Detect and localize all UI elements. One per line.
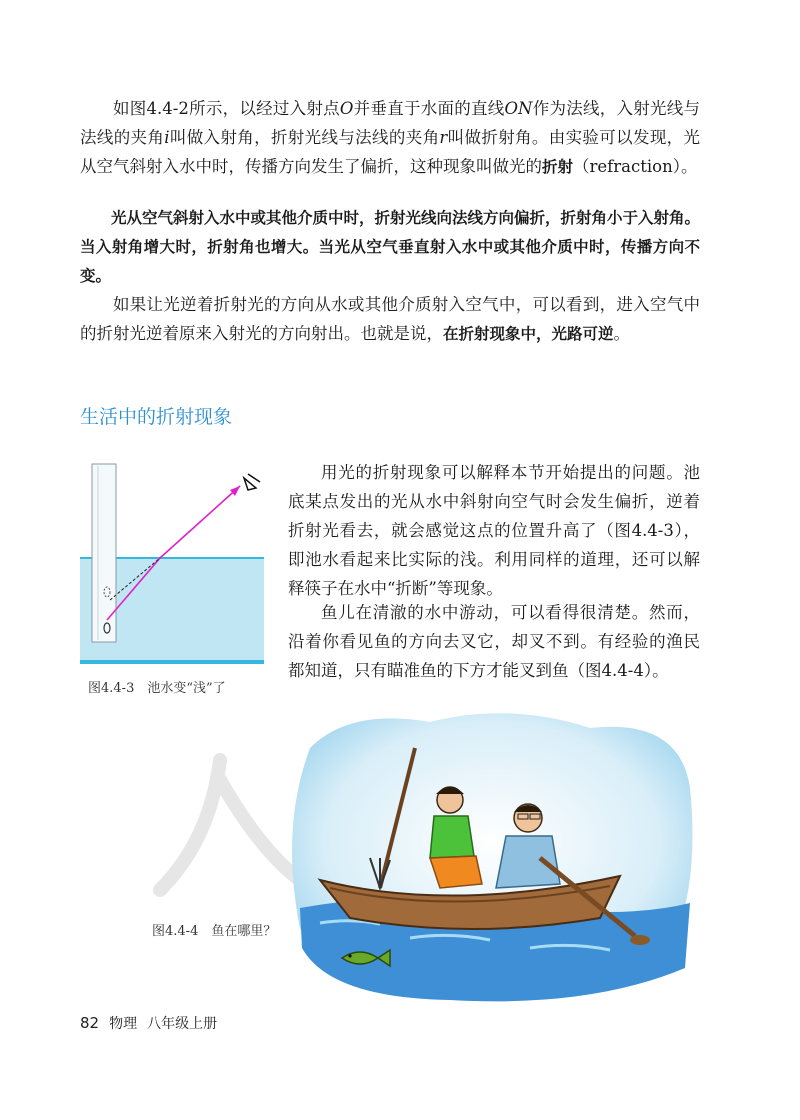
- text-segment: 叫做折射角。由实验可以发现，光从空气斜射入水中时，传播方向发生了偏折，这种现象叫做光的: [80, 128, 701, 176]
- figure-pool-shallow: [80, 460, 264, 666]
- term-refraction: 折射: [542, 158, 574, 176]
- figure-caption-4-4-4: 图4.4-4 鱼在哪里？: [152, 924, 277, 939]
- footer-grade: 八年级上册: [147, 1016, 218, 1032]
- eye-icon: [244, 474, 260, 490]
- text-segment: 。: [613, 324, 631, 343]
- paragraph-refraction-law: 光从空气斜射入水中或其他介质中时，折射光线向法线方向偏折，折射角小于入射角。当入射角增大时，折射角也增大。当光从空气垂直射入水中或其他介质中时，传播方向不变。: [80, 209, 701, 285]
- paragraph-pool-explanation: 用光的折射现象可以解释本节开始提出的问题。池底某点发出的光从水中斜射向空气时会发生偏折，逆着折射光看去，就会感觉这点的位置升高了（图4.4-3），即池水看起来比实际的浅。利用同样的道理，还可以解释筷子在水中“折断”等现象。: [288, 463, 700, 598]
- footer-subject: 物理: [109, 1016, 138, 1032]
- fisherman-shorts: [430, 856, 482, 888]
- text-segment: （refraction）。: [573, 157, 698, 176]
- fisherman-shirt: [430, 816, 474, 858]
- paragraph-refraction-definition: [80, 94, 700, 182]
- man-shirt: [496, 836, 560, 888]
- text-segment: 如图4.4-2所示，以经过入射点: [113, 99, 340, 118]
- page-footer: [80, 1013, 217, 1033]
- page-number: 82: [80, 1014, 100, 1032]
- bold-reversibility: 在折射现象中，光路可逆: [443, 325, 614, 343]
- paragraph-reversibility: [80, 290, 700, 349]
- pool-wall: [92, 464, 116, 642]
- text-segment: 并垂直于水面的直线: [353, 99, 505, 118]
- figure-fishing-boat: [290, 708, 700, 1008]
- text-segment: 作为法线，入射光线与法线的夹角: [80, 99, 701, 147]
- variable-i: i: [164, 128, 170, 147]
- variable-r: r: [439, 128, 448, 147]
- paragraph-fish-example: 鱼儿在清澈的水中游动，可以看得很清楚。然而，沿着你看见鱼的方向去叉它，却叉不到。有经验的渔民都知道，只有瞄准鱼的下方才能叉到鱼（图4.4-4）。: [288, 603, 700, 680]
- section-title: 生活中的折射现象: [80, 406, 233, 428]
- text-segment: 叫做入射角，折射光线与法线的夹角: [169, 128, 440, 147]
- refracted-ray: [160, 486, 240, 558]
- figure-caption-4-4-3: 图4.4-3 池水变“浅”了: [88, 681, 226, 696]
- text-segment: 如果让光逆着折射光的方向从水或其他介质射入空气中，可以看到，进入空气中的折射光逆着原来入射光的方向射出。也就是说，: [80, 295, 700, 343]
- variable-on: ON: [504, 99, 533, 118]
- variable-o: O: [339, 99, 354, 118]
